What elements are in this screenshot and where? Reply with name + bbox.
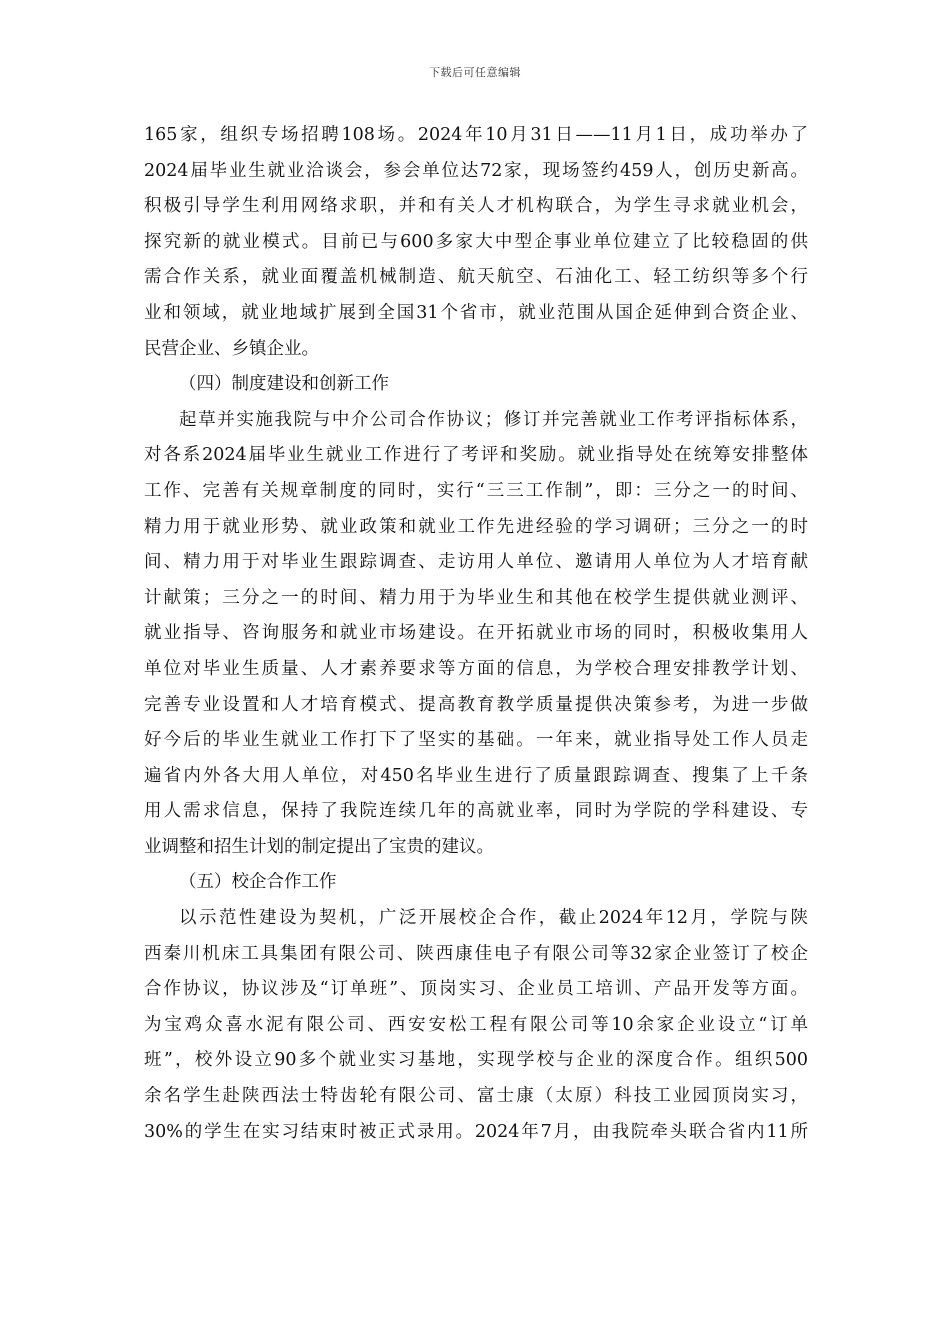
text-line: 单位对毕业生质量、人才素养要求等方面的信息，为学校合理安排教学计划、 [144, 658, 808, 679]
text-line: 精力用于就业形势、就业政策和就业工作先进经验的学习调研；三分之一的时 [144, 516, 808, 537]
text-line: 余名学生赴陕西法士特齿轮有限公司、富士康（太原）科技工业园顶岗实习， [144, 1086, 808, 1107]
text-line: 好今后的毕业生就业工作打下了坚实的基础。一年来，就业指导处工作人员走 [144, 730, 808, 751]
text-line: 就业指导、咨询服务和就业市场建设。在开拓就业市场的同时，积极收集用人 [144, 623, 808, 644]
text-line: 计献策；三分之一的时间、精力用于为毕业生和其他在校学生提供就业测评、 [144, 587, 808, 608]
text-line: 用人需求信息，保持了我院连续几年的高就业率，同时为学院的学科建设、专 [144, 801, 808, 822]
text-line: 需合作关系，就业面覆盖机械制造、航天航空、石油化工、轻工纺织等多个行 [144, 267, 808, 288]
text-line: 起草并实施我院与中介公司合作协议；修订并完善就业工作考评指标体系， [179, 409, 808, 430]
text-line: 间、精力用于对毕业生跟踪调查、走访用人单位、邀请用人单位为人才培育献 [144, 552, 808, 573]
text-line: 以示范性建设为契机，广泛开展校企合作，截止2024年12月，学院与陕 [179, 908, 808, 929]
text-line: 30%的学生在实习结束时被正式录用。2024年7月，由我院牵头联合省内11所 [144, 1121, 808, 1142]
section-heading: （五）校企合作工作 [179, 872, 337, 893]
document-body [144, 118, 808, 1150]
text-line: 遍省内外各大用人单位，对450名毕业生进行了质量跟踪调查、搜集了上千条 [144, 765, 808, 786]
text-line: 业调整和招生计划的制定提出了宝贵的建议。 [144, 836, 494, 857]
text-line: 班”，校外设立90多个就业实习基地，实现学校与企业的深度合作。组织500 [144, 1050, 808, 1071]
section-heading: （四）制度建设和创新工作 [179, 374, 389, 395]
text-line: 为宝鸡众喜水泥有限公司、西安安松工程有限公司等10余家企业设立“订单 [144, 1014, 808, 1035]
text-line: 2024届毕业生就业洽谈会，参会单位达72家，现场签约459人，创历史新高。 [144, 160, 808, 181]
text-line: 积极引导学生利用网络求职，并和有关人才机构联合，为学生寻求就业机会， [144, 196, 808, 217]
text-line: 165家，组织专场招聘108场。2024年10月31日——11月1日，成功举办了 [144, 125, 808, 145]
text-line: 探究新的就业模式。目前已与600多家大中型企事业单位建立了比较稳固的供 [144, 231, 808, 252]
text-line: 完善专业设置和人才培育模式、提高教育教学质量提供决策参考，为进一步做 [144, 694, 808, 715]
text-line: 对各系2024届毕业生就业工作进行了考评和奖励。就业指导处在统筹安排整体 [144, 445, 808, 466]
text-line: 西秦川机床工具集团有限公司、陕西康佳电子有限公司等32家企业签订了校企 [144, 943, 808, 964]
text-line: 工作、完善有关规章制度的同时，实行“三三工作制”，即：三分之一的时间、 [144, 480, 808, 501]
text-line: 业和领域，就业地域扩展到全国31个省市，就业范围从国企延伸到合资企业、 [144, 302, 808, 323]
text-line: 民营企业、乡镇企业。 [144, 338, 319, 359]
page-header: 下载后可任意编辑 [429, 66, 521, 79]
text-line: 合作协议，协议涉及“订单班”、顶岗实习、企业员工培训、产品开发等方面。 [144, 979, 808, 1000]
